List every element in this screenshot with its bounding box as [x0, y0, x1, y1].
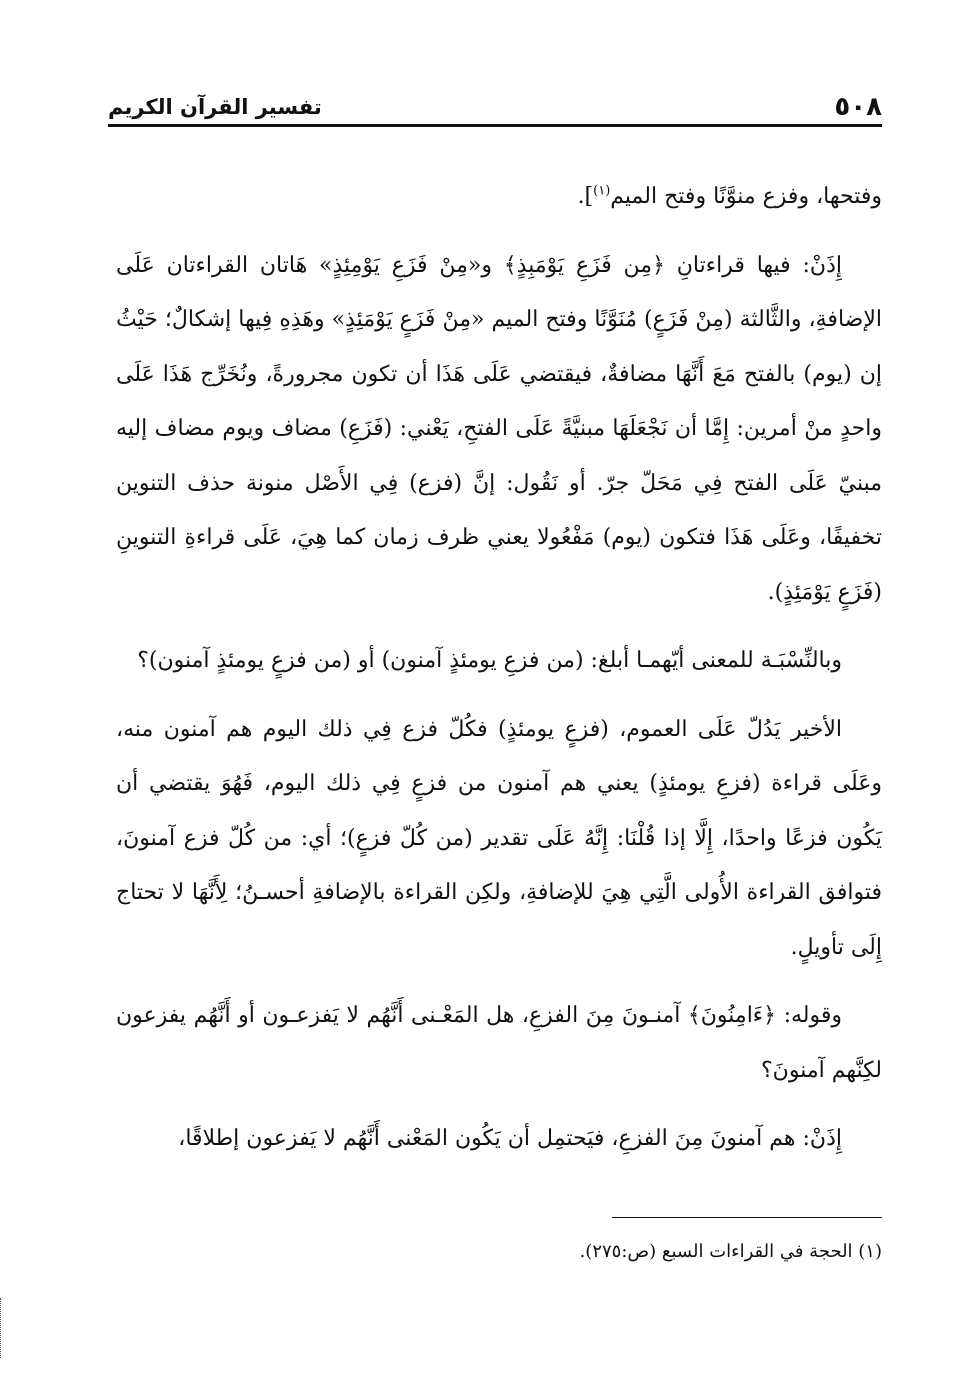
footnote-rule	[612, 1217, 882, 1218]
page-header	[108, 82, 882, 122]
page-number: ٥٠٨	[834, 92, 882, 122]
paragraph-6: إِذَنْ: هم آمنونَ مِنَ الفزعِ، فيَحتمِل أن يَكُون المَعْنى أَنَّهُم لا يَفزعون إطلاقًا،	[178, 1126, 842, 1151]
paragraph-1	[116, 170, 882, 225]
footnote-reference[interactable]: (١)	[593, 183, 611, 199]
paragraph-4: الأخير يَدُلّ عَلَى العموم، (فزعٍ يومئذٍ) فكُلّ فزع فِي ذلك اليوم هم آمنون منه، وعَلَى قراءة (فزعِ يومئذٍ) يعني هم آمنون من فزعٍ فِي ذلك اليوم، فَهُوَ يقتضي أن يَكُون فزعًا واحدًا، إِلَّا إذا قُلْنَا: إِنَّهُ عَلَى تقدير (من كُلّ فزعٍ)؛ أي: من كُلّ فزع آمنونَ، فتوافق القراءة الأُولى الَّتِي هِيَ للإضافةِ، ولكِن القراءة بالإضافةِ أحسـنُ؛ لِأَنَّهَا لا تحتاج إِلَى تأويلٍ.	[116, 716, 882, 960]
paragraph-3: وبالنِّسْبَـة للمعنى أيّهمـا أبلغ: (من فزعِ يومئذٍ آمنون) أو (من فزعٍ يومئذٍ آمنون)؟	[137, 648, 842, 673]
header-rule	[108, 124, 882, 127]
running-title: تفسير القرآن الكريم	[108, 95, 322, 119]
paragraph-1-text: وفتحها، وفزع منوَّنًا وفتح الميم	[610, 184, 882, 209]
paragraph-1-end: ].	[577, 184, 594, 209]
paragraph-5: وقوله: ﴿ءَامِنُونَ﴾ آمنـونَ مِنَ الفزعِ، هل المَعْـنى أَنَّهُم لا يَفزعـون أو أَنَّهُم يفزعون لكِنَّهم آمنونَ؟	[116, 1003, 882, 1083]
footnote: (١) الحجة في القراءات السبع (ص:٢٧٥).	[579, 1241, 882, 1262]
body-text	[116, 170, 882, 1181]
paragraph-2: إِذَنْ: فيها قراءتانِ ﴿مِن فَزَعِ يَوْمَبِذٍ﴾ و«مِنْ فَزَعِ يَوْمِئِذٍ» هَاتان القراءتان عَلَى الإضافةِ، والثَّالثة (مِنْ فَزَعٍ) مُنَوَّنًا وفتح الميم «مِنْ فَزَعٍ يَوْمَئِذٍ» وهَذِهِ فِيها إشكالٌ؛ حَيْثُ إن (يوم) بالفتح مَعَ أَنَّهَا مضافةٌ، فيقتضي عَلَى هَذَا أن تكون مجرورةً، ونُخَرِّج هَذَا عَلَى واحدٍ منْ أمرين: إِمَّا أن نَجْعَلَهَا مبنيَّةً عَلَى الفتحِ، يَعْني: (فَزَعِ) مضاف ويوم مضاف إليه مبنيّ عَلَى الفتح فِي مَحَلّ جرّ. أو نَقُول: إنَّ (فزع) فِي الأَصْل منونة حذف التنوين تخفيفًا، وعَلَى هَذَا فتكون (يوم) مَفْعُولا يعني ظرف زمان كما هِيَ، عَلَى قراءةِ التنوينِ (فَزَعٍ يَوْمَئِذٍ).	[116, 252, 882, 605]
scan-edge-mark	[0, 1298, 2, 1358]
